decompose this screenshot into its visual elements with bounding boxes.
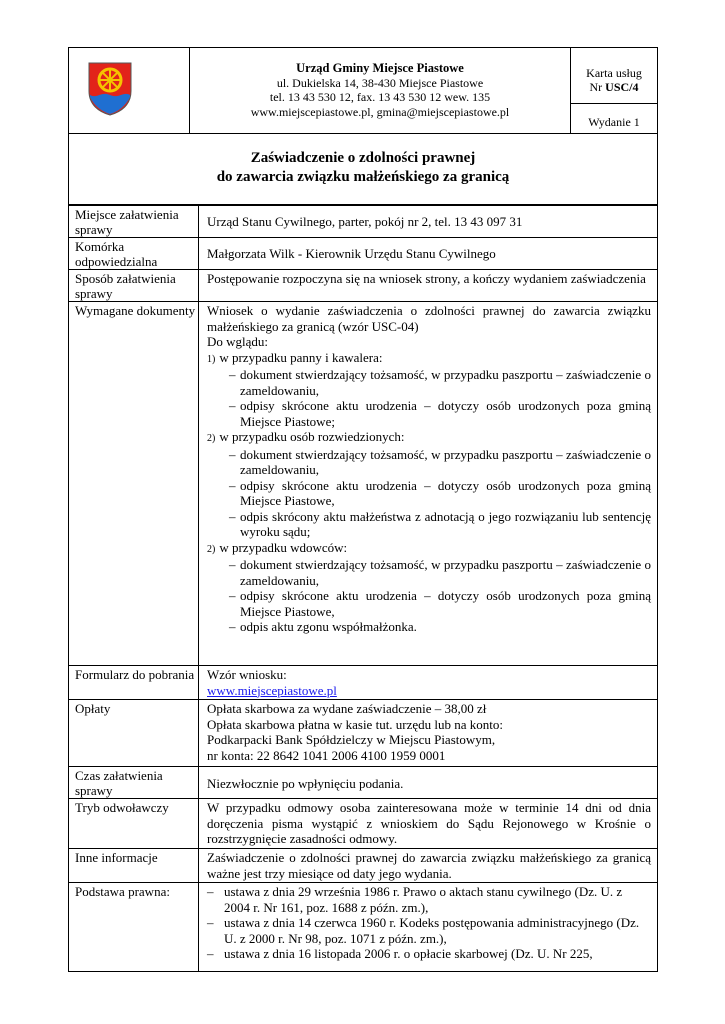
- row-label: Inne informacje: [69, 849, 199, 882]
- row-form: [68, 665, 658, 699]
- row-label: Sposób załatwienia sprawy: [69, 270, 199, 301]
- doc-group-title: 2) w przypadku osób rozwiedzionych:: [207, 429, 405, 444]
- row-documents: [68, 301, 658, 665]
- fee-line: Opłata skarbowa za wydane zaświadczenie – 38,00 zł: [207, 701, 487, 716]
- doc-item: – dokument stwierdzający tożsamość, w przypadku paszportu – zaświadczenie o zameldowaniu,: [229, 446, 651, 477]
- office-info: [190, 48, 571, 133]
- row-value: Postępowanie rozpoczyna się na wniosek strony, a kończy wydaniem zaświadczenia: [207, 271, 646, 286]
- form-download-link[interactable]: www.miejscepiastowe.pl: [207, 682, 337, 698]
- coat-of-arms-icon: [87, 61, 133, 117]
- fee-line: nr konta: 22 8642 1041 2006 4100 1959 0001: [207, 747, 446, 763]
- fee-line: Opłata skarbowa płatna w kasie tut. urzędu lub na konto:: [207, 716, 504, 732]
- office-web: www.miejscepiastowe.pl, gmina@miejscepiastowe.pl: [250, 104, 510, 119]
- doc-group-title: 2) w przypadku wdowców:: [207, 539, 348, 555]
- row-label: Podstawa prawna:: [69, 883, 199, 971]
- row-method: [68, 269, 658, 301]
- doc-group-number: 2): [207, 433, 216, 444]
- legal-item: – ustawa z dnia 16 listopada 2006 r. o opłacie skarbowej (Dz. U. Nr 225,: [207, 946, 593, 961]
- doc-item: – dokument stwierdzający tożsamość, w przypadku paszportu – zaświadczenie o zameldowaniu,: [229, 557, 651, 588]
- legal-item: – ustawa z dnia 14 czerwca 1960 r. Kodeks postępowania administracyjnego (Dz. U. z 2000 r. Nr 98, poz. 1071 z późn. zm.),: [207, 915, 640, 946]
- office-phone: tel. 13 43 530 12, fax. 13 43 530 12 wew. 135: [269, 90, 491, 104]
- row-value: Urząd Stanu Cywilnego, parter, pokój nr 2, tel. 13 43 097 31: [207, 214, 523, 229]
- doc-item: – odpis skrócony aktu małżeństwa z adnotacją o jego rozwiązaniu lub sentencję wyroku sądu;: [229, 508, 651, 539]
- doc-group: [207, 429, 651, 540]
- legal-list: [200, 883, 657, 962]
- doc-group-number: 1): [207, 353, 216, 365]
- card-nr-prefix: Nr: [589, 80, 603, 94]
- doc-group: [207, 350, 651, 430]
- row-time: [68, 766, 658, 798]
- row-value: Zaświadczenie o zdolności prawnej do zawarcia związku małżeńskiego za granicą ważne jest trzy miesiące od daty jego wydania.: [207, 850, 651, 881]
- doc-item: – odpisy skrócone aktu urodzenia – dotyczy osób urodzonych poza gminą Miejsce Piastowe;: [229, 398, 651, 429]
- row-place: [68, 205, 658, 237]
- office-address: ul. Dukielska 14, 38-430 Miejsce Piastowe: [276, 75, 484, 90]
- doc-item: – odpis aktu zgonu współmałżonka.: [229, 619, 417, 634]
- row-fees: [68, 699, 658, 766]
- card-info: [571, 48, 657, 133]
- row-appeal: [68, 798, 658, 848]
- edition: Wydanie 1: [588, 115, 640, 129]
- doc-group-number: 2): [207, 543, 216, 555]
- form-label: Wzór wniosku:: [207, 667, 287, 682]
- fee-line: Podkarpacki Bank Spółdzielczy w Miejscu Piastowym,: [207, 732, 496, 747]
- row-label: Miejsce załatwienia sprawy: [69, 206, 199, 237]
- documents-list: [200, 302, 657, 635]
- row-label: Opłaty: [69, 700, 199, 766]
- title-line-2: do zawarcia związku małżeńskiego za granicą: [216, 169, 510, 185]
- title-line-1: Zaświadczenie o zdolności prawnej: [250, 150, 476, 166]
- card-number-box: [571, 48, 657, 104]
- row-value: W przypadku odmowy osoba zainteresowana może w terminie 14 dni od dnia doręczenia pisma wystąpić z wnioskiem do Sądu Rejonowego w Krośnie o rozstrzygnięcie zasadności odmowy.: [207, 800, 651, 846]
- legal-item: – ustawa z dnia 29 września 1986 r. Prawo o aktach stanu cywilnego (Dz. U. z 2004 r. Nr 161, poz. 1688 z późn. zm.),: [207, 884, 623, 915]
- row-label: Formularz do pobrania: [69, 666, 199, 699]
- row-value: Niezwłocznie po wpłynięciu podania.: [207, 776, 404, 791]
- document-header: [68, 47, 658, 134]
- row-label: Komórka odpowiedzialna: [69, 238, 199, 269]
- row-label: Tryb odwoławczy: [69, 799, 199, 848]
- document-title: [68, 134, 658, 205]
- row-other-info: [68, 848, 658, 882]
- doc-item: – dokument stwierdzający tożsamość, w przypadku paszportu – zaświadczenie o zameldowaniu,: [229, 367, 651, 398]
- documents-inspect: Do wglądu:: [207, 334, 269, 349]
- logo-cell: [69, 48, 190, 133]
- card-label: Karta usług: [586, 66, 642, 80]
- card-number: USC/4: [605, 80, 639, 94]
- row-label: Czas załatwienia sprawy: [69, 767, 199, 798]
- doc-group: [207, 540, 651, 635]
- row-value: [200, 700, 657, 763]
- documents-intro: Wniosek o wydanie zaświadczenia o zdolności prawnej do zawarcia związku małżeńskiego za granicą (wzór USC-04): [207, 303, 651, 334]
- office-name: Urząd Gminy Miejsce Piastowe: [296, 61, 464, 75]
- row-label: Wymagane dokumenty: [69, 302, 199, 665]
- row-legal-basis: [68, 882, 658, 972]
- row-unit: [68, 237, 658, 269]
- doc-item: – odpisy skrócone aktu urodzenia – dotyczy osób urodzonych poza gminą Miejsce Piastowe,: [229, 477, 651, 508]
- row-value: [200, 666, 657, 698]
- doc-item: – odpisy skrócone aktu urodzenia – dotyczy osób urodzonych poza gminą Miejsce Piastowe,: [229, 588, 651, 619]
- card-number-line: [571, 80, 657, 94]
- doc-group-title: 1) w przypadku panny i kawalera:: [207, 349, 383, 365]
- row-value: Małgorzata Wilk - Kierownik Urzędu Stanu Cywilnego: [207, 246, 496, 261]
